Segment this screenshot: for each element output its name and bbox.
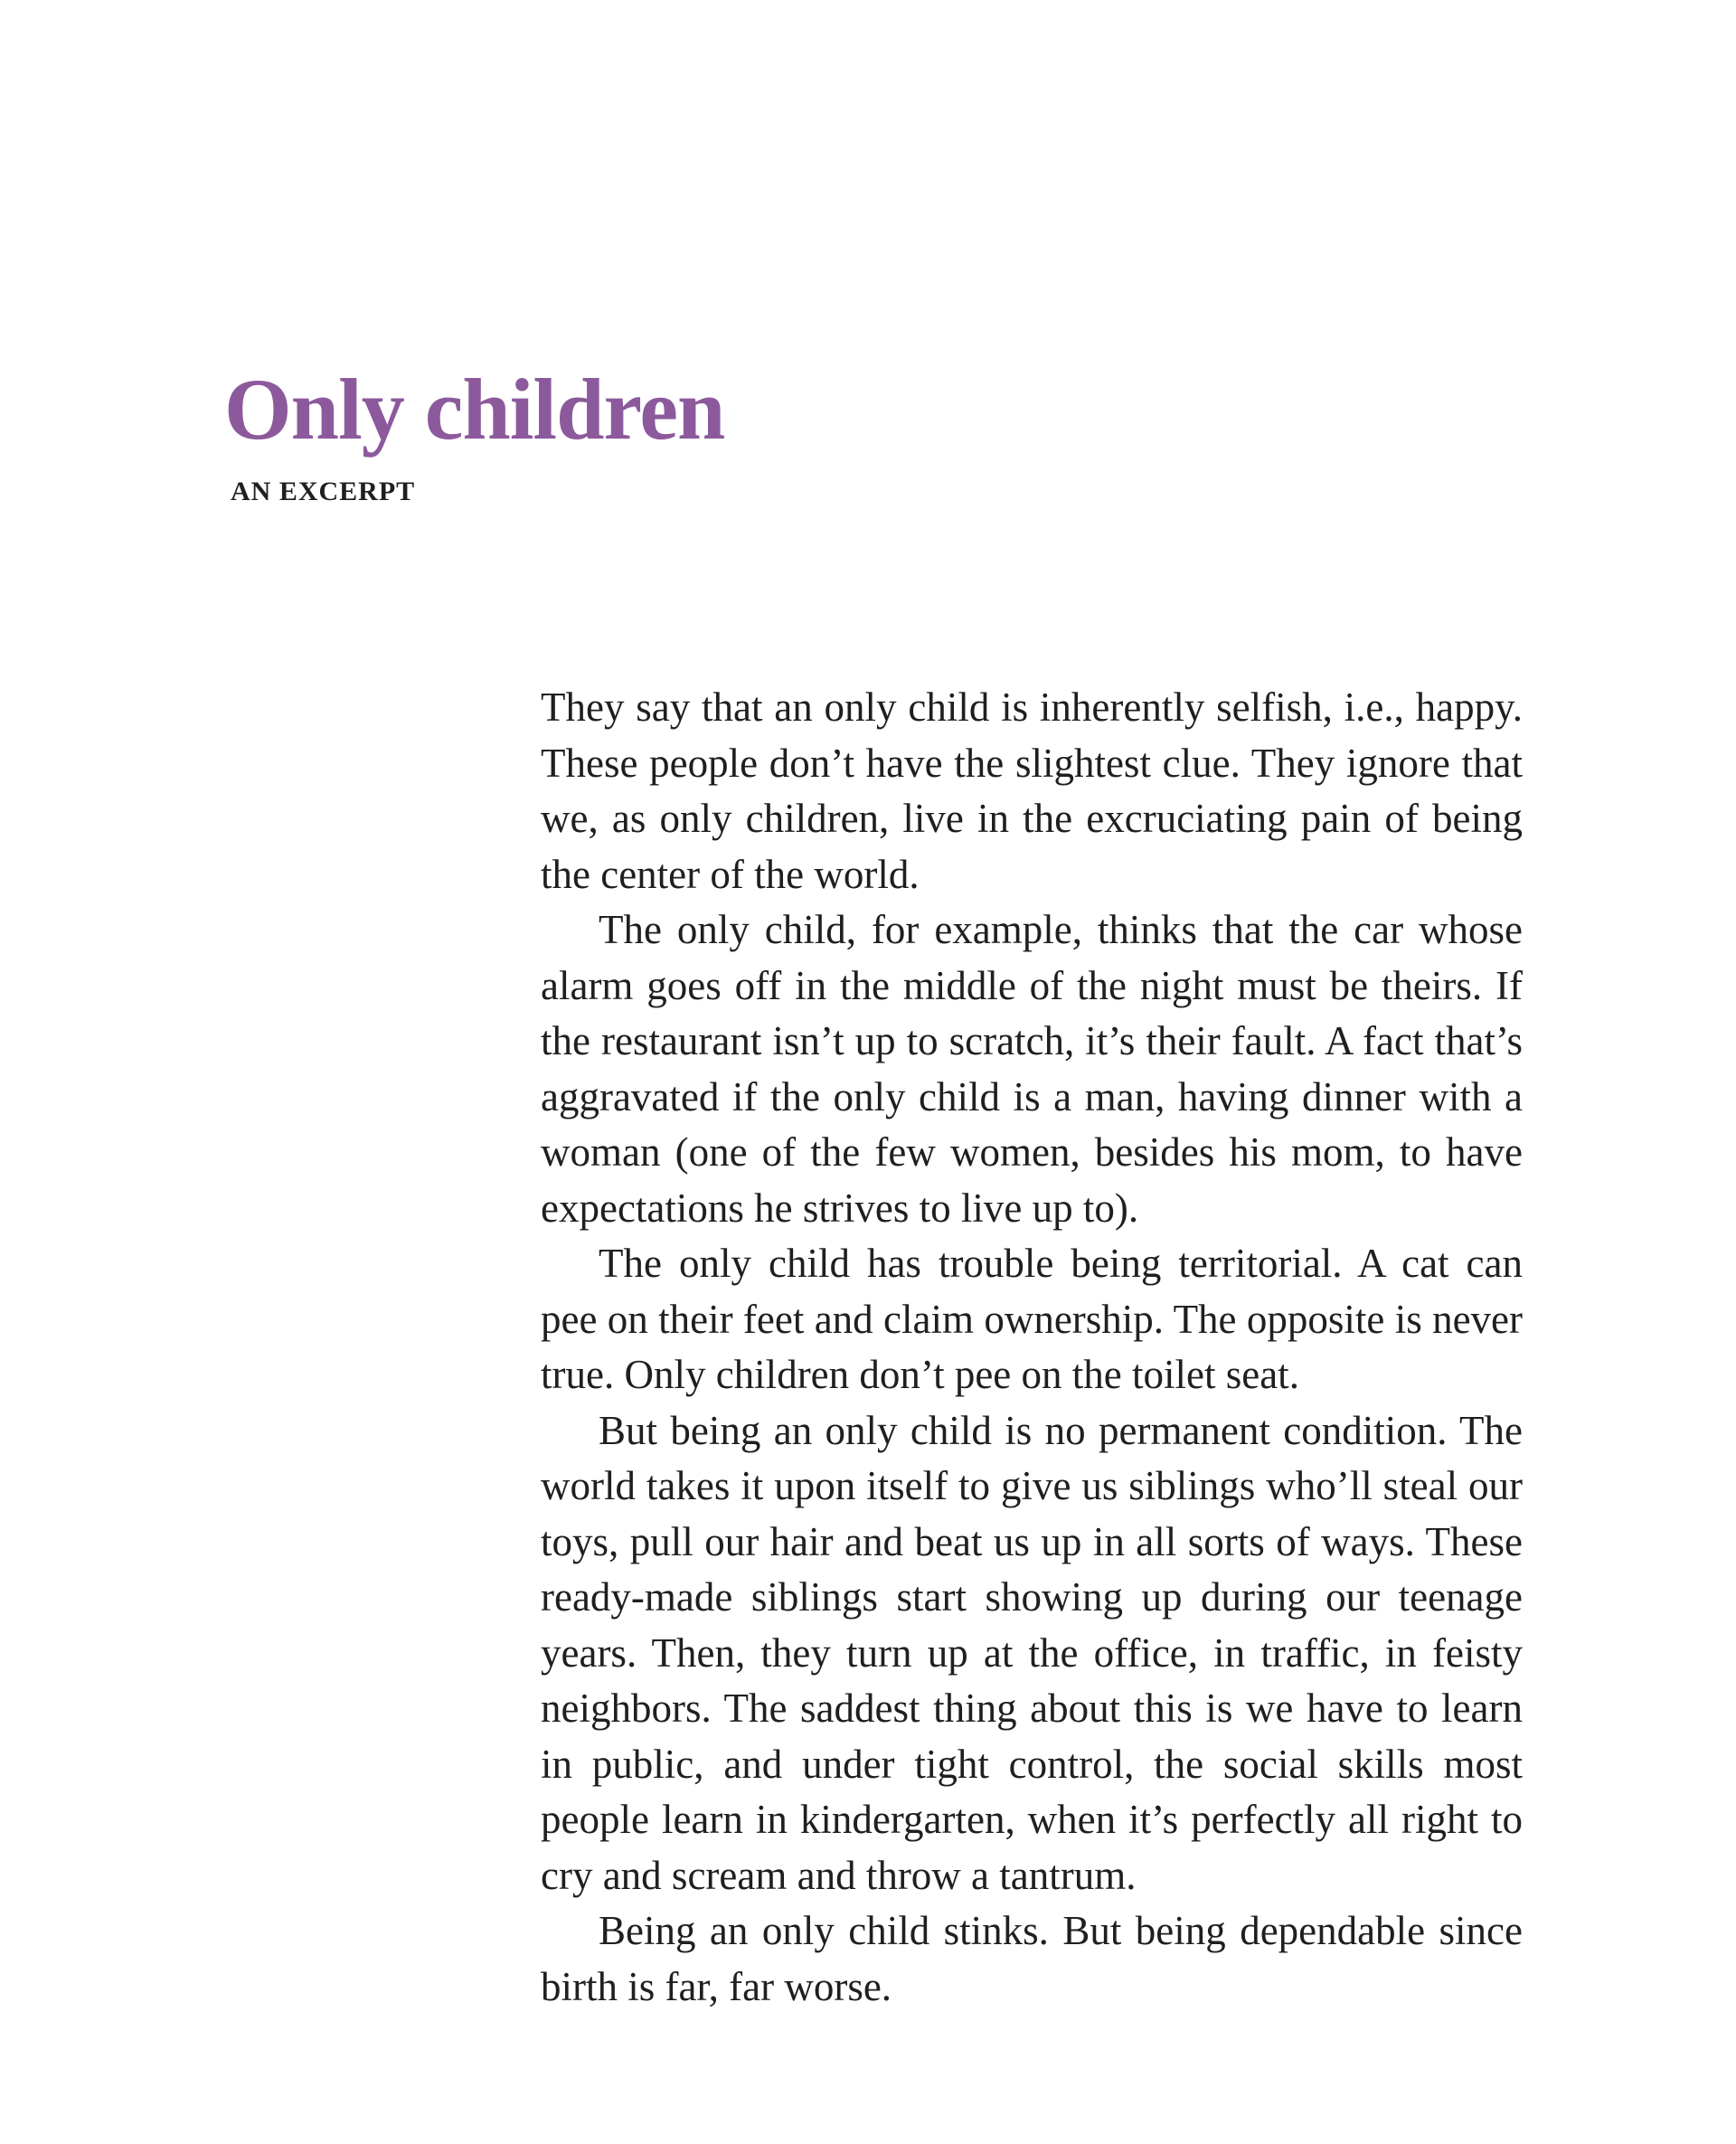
paragraph-3: The only child has trouble being territorial. A cat can pee on their feet and claim ownership. The opposite is never true. Only children don’t pee on the toilet seat.: [541, 1241, 1523, 1397]
paragraph-1: They say that an only child is inherently selfish, i.e., happy. These people don’t have the slightest clue. They ignore that we, as only children, live in the excruciating pain of being the center of the world.: [541, 685, 1523, 897]
paragraph-4: But being an only child is no permanent condition. The world takes it upon itself to give us siblings who’ll steal our toys, pull our hair and beat us up in all sorts of ways. These ready-made siblings start showing up during our teenage years. Then, they turn up at the office, in traffic, in feisty neighbors. The saddest thing about this is we have to learn in public, and under tight control, the social skills most people learn in kindergarten, when it’s perfectly all right to cry and scream and throw a tantrum.: [541, 1407, 1523, 1898]
paragraph-5: Being an only child stinks. But being dependable since birth is far, far worse.: [541, 1908, 1523, 2009]
paragraph-2: The only child, for example, thinks that the car whose alarm goes off in the middle of the night must be theirs. If the restaurant isn’t up to scratch, it’s their fault. A fact that’s aggravated if the only child is a man, having dinner with a woman (one of the few women, besides his mom, to have expectations he strives to live up to).: [541, 907, 1523, 1231]
page-title: Only children: [224, 361, 725, 458]
excerpt-body: [541, 680, 1523, 2015]
page-subtitle: AN EXCERPT: [231, 477, 416, 506]
